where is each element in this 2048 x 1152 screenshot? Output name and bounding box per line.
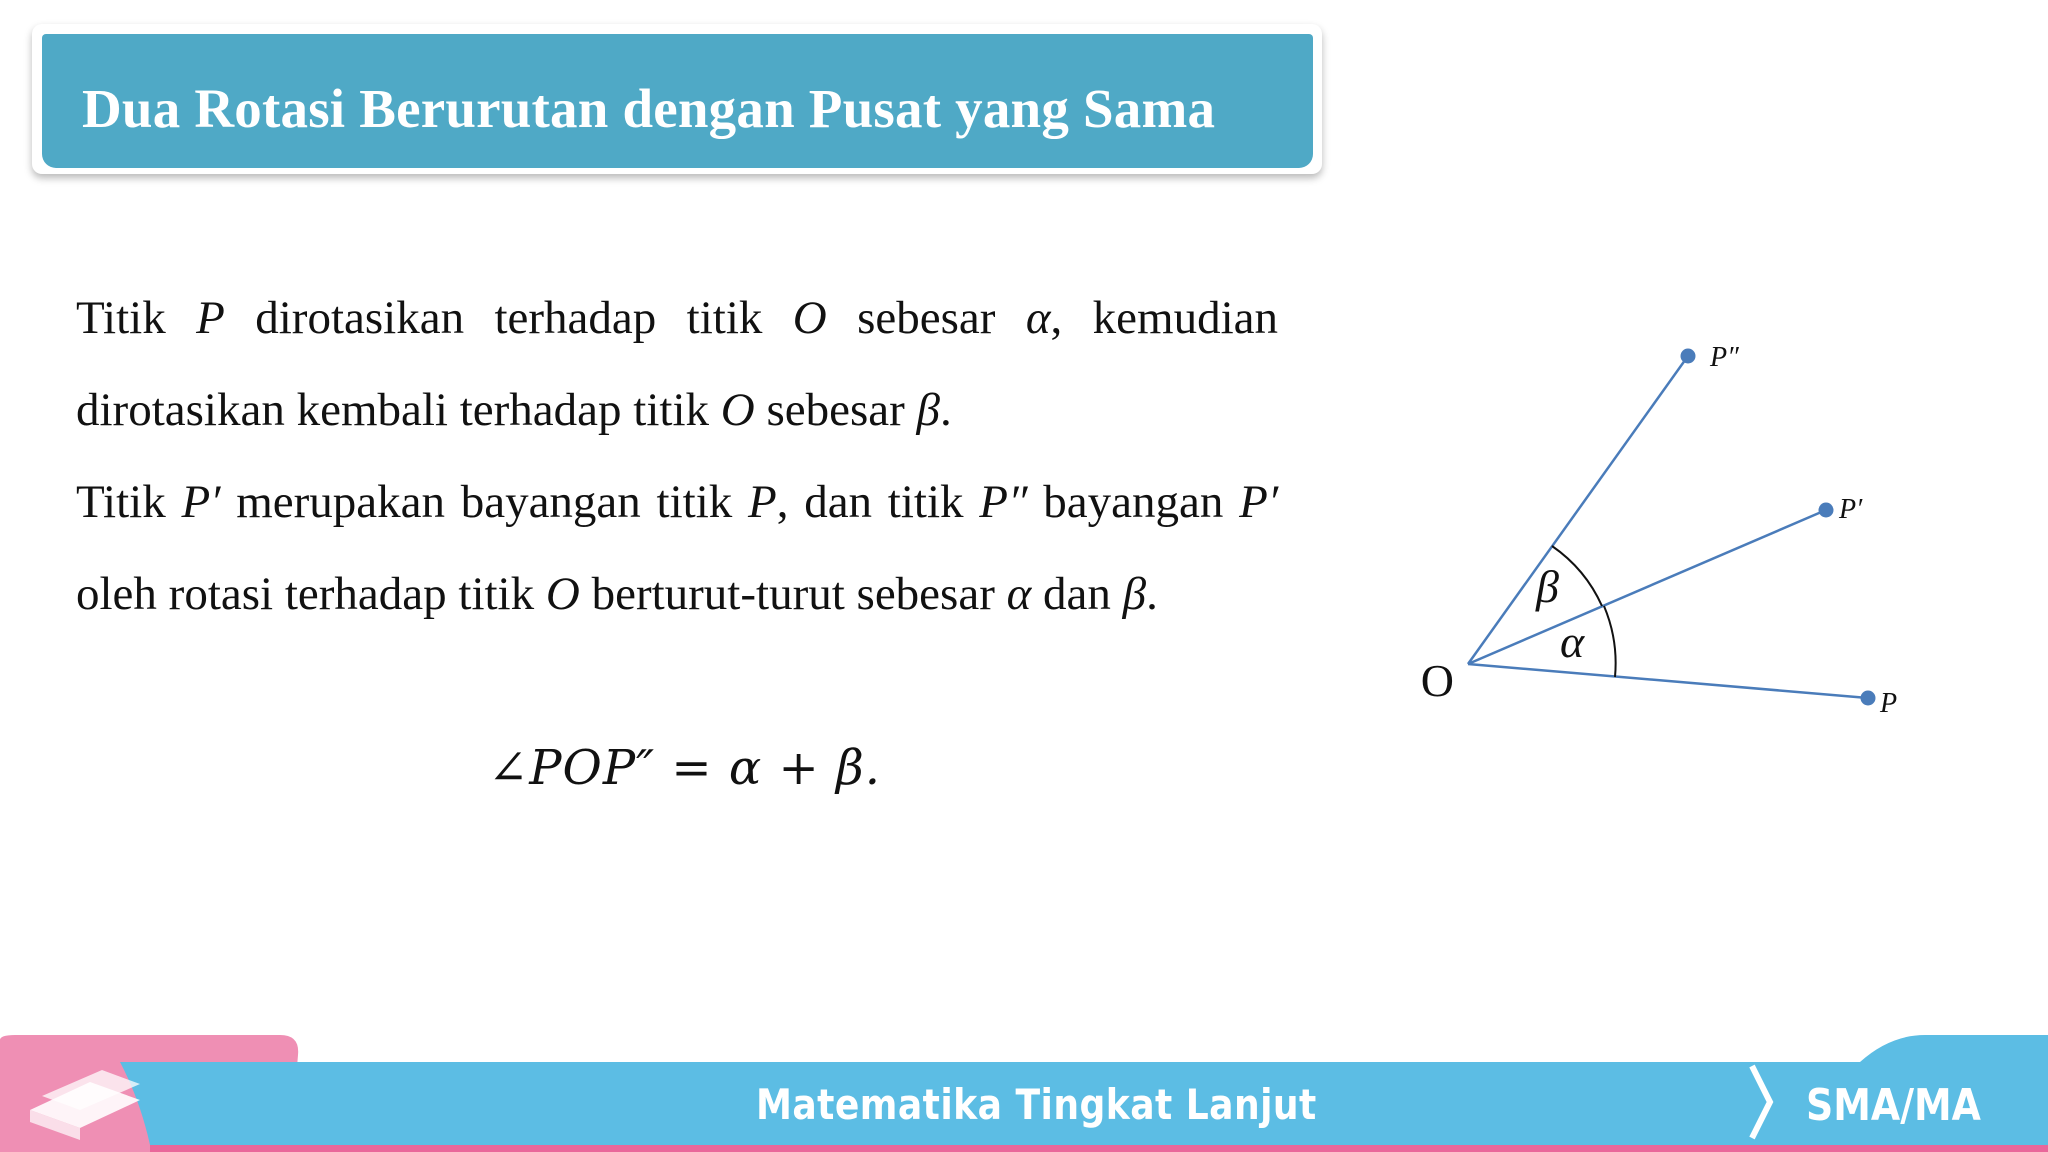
text-run: dirotasikan terhadap titik xyxy=(255,292,763,344)
math-var: P′ xyxy=(181,476,221,528)
footer-level-label: SMA/MA xyxy=(1806,1080,1981,1131)
point-p-prime xyxy=(1819,503,1834,518)
text-run: Titik xyxy=(76,292,166,344)
math-var: β xyxy=(916,384,940,436)
text-run: . xyxy=(939,384,952,436)
angle-formula: ∠POP″ = α + β. xyxy=(488,740,881,796)
label-p: P xyxy=(1880,688,1898,719)
text-run: merupakan bayangan titik xyxy=(236,476,733,528)
label-origin: O xyxy=(1420,655,1454,706)
beta-arc xyxy=(1552,546,1602,606)
text-run: bayangan xyxy=(1043,476,1224,528)
math-var: α xyxy=(1006,568,1032,620)
math-var: O xyxy=(720,384,755,436)
text-run: . xyxy=(1146,568,1158,620)
label-p-prime: P′ xyxy=(1839,494,1863,525)
paragraph-1 xyxy=(76,272,1278,456)
text-run: dan xyxy=(1043,568,1111,620)
slide-title: Dua Rotasi Berurutan dengan Pusat yang Sama xyxy=(82,77,1216,139)
body-text xyxy=(76,272,1278,640)
math-var: P xyxy=(748,476,777,528)
math-var: β xyxy=(1122,568,1147,620)
text-run: sebesar xyxy=(856,568,995,620)
text-run: Titik xyxy=(76,476,166,528)
math-var: α xyxy=(1025,292,1051,344)
text-run: sebesar xyxy=(766,384,905,436)
label-alpha: α xyxy=(1560,616,1585,667)
math-var: P′ xyxy=(1239,476,1279,528)
text-run: sebesar xyxy=(857,292,996,344)
text-run: berturut-turut xyxy=(591,568,845,620)
label-beta: β xyxy=(1536,561,1559,612)
rotation-diagram xyxy=(1380,320,1940,740)
footer-band xyxy=(150,1145,2048,1152)
math-var: P xyxy=(196,292,225,344)
title-banner xyxy=(42,34,1313,168)
label-p-double-prime: P″ xyxy=(1710,342,1739,373)
text-run: , kemudian xyxy=(1050,292,1278,344)
paragraph-2 xyxy=(76,456,1278,640)
footer-course-label: Matematika Tingkat Lanjut xyxy=(756,1080,1317,1129)
alpha-arc xyxy=(1604,606,1616,677)
text-run: , dan titik xyxy=(776,476,964,528)
ray-op xyxy=(1468,664,1868,698)
math-var: P″ xyxy=(979,476,1028,528)
text-run: dirotasikan kembali terhadap titik xyxy=(76,384,710,436)
point-p-double-prime xyxy=(1681,349,1696,364)
math-var: O xyxy=(545,568,580,620)
text-run: oleh rotasi terhadap titik xyxy=(76,568,535,620)
math-var: O xyxy=(792,292,827,344)
point-p xyxy=(1861,691,1876,706)
